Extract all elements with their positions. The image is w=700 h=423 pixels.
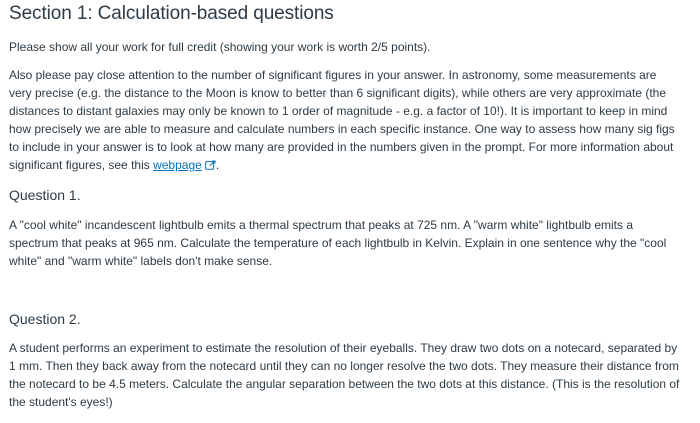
sig-figs-paragraph: [9, 66, 681, 175]
webpage-link[interactable]: [153, 158, 202, 172]
sig-figs-text: Also please pay close attention to the number of significant figures in your answer. In astronomy, some measurements are very precise (e.g. the distance to the Moon is know to better than 6 significant digits), while others are very approximate (the distances to distant galaxies may only be known to 1 order of magnitude - e.g. a factor of 10!). It is important to keep in mind how precisely we are able to measure and calculate numbers in each specific instance. One way to assess how many sig figs to include in your answer is to look at how many are provided in the numbers given in the prompt. For more information about significant figures, see this: [9, 68, 675, 172]
section-title: Section 1: Calculation-based questions: [9, 3, 334, 24]
show-work-instructions: Please show all your work for full credit (showing your work is worth 2/5 points).: [9, 40, 431, 54]
external-link-icon[interactable]: [205, 157, 216, 175]
sentence-end: .: [215, 158, 220, 172]
question-1-heading: Question 1.: [9, 187, 81, 203]
question-1-body: A "cool white" incandescent lightbulb emits a thermal spectrum that peaks at 725 nm. A "warm white" lightbulb emits a spectrum that peaks at 965 nm. Calculate the temperature of each lightbulb in Kelvin. Explain in one sentence why the "cool white" and "warm white" labels don't make sense.: [9, 218, 667, 268]
question-2-body: A student performs an experiment to estimate the resolution of their eyeballs. They draw two dots on a notecard, separated by 1 mm. Then they back away from the notecard until they can no longer resolve the two dots. They measure their distance from the notecard to be 4.5 meters. Calculate the angular separation between the two dots at this distance. (This is the resolution of the student's eyes!): [9, 341, 680, 409]
question-2-heading: Question 2.: [9, 311, 81, 327]
webpage-link-label: webpage: [153, 158, 202, 172]
